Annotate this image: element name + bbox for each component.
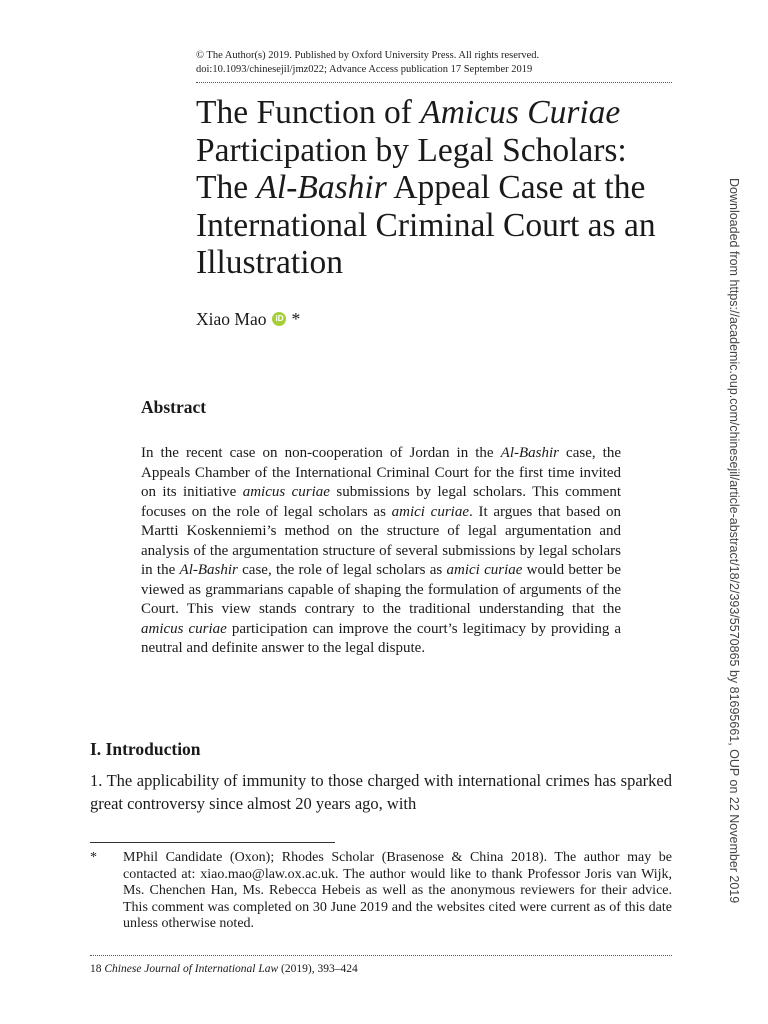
footnote-divider xyxy=(90,842,335,843)
header-divider xyxy=(196,82,672,83)
author-footnote-mark[interactable]: * xyxy=(291,309,301,329)
abstract-italic-term: amici curiae xyxy=(391,503,469,520)
title-italic-amicus-curiae: Amicus Curiae xyxy=(420,94,621,131)
author-line xyxy=(196,308,300,330)
journal-footer xyxy=(90,962,358,976)
footer-citation: (2019), 393–424 xyxy=(281,963,358,975)
title-text-1: The Function of xyxy=(196,94,421,131)
abstract-italic-term: Al-Bashir xyxy=(500,445,559,461)
abstract-text: . It argues that based on Martti Koskenniemi’s method on the structure of legal argumentation and analysis of the argumentation structure of several submissions by legal scholars in the xyxy=(141,503,621,578)
article-title xyxy=(196,94,686,282)
abstract-italic-term: amici curiae xyxy=(446,562,523,578)
publication-header xyxy=(196,49,672,77)
title-italic-al-bashir: Al-Bashir xyxy=(256,169,387,206)
abstract-italic-term: Al-Bashir xyxy=(179,562,238,578)
orcid-icon[interactable]: iD xyxy=(272,312,286,326)
abstract-italic-term: amicus curiae xyxy=(242,484,330,500)
footnote-text: MPhil Candidate (Oxon); Rhodes Scholar (Brasenose & China 2018). The author may be contacted at: xiao.mao@law.ox.ac.uk. The author would like to thank Professor Joris van Wijk, Ms. Chenchen Han, Ms. Rebecca Hebeis as well as the anonymous reviewers for their advice. This comment was completed on 30 June 2019 and the websites cited were current as of this date unless otherwise noted. xyxy=(123,850,672,932)
download-side-note: Downloaded from https://academic.oup.com/chinesejil/article-abstract/18/2/393/5570865 by 81695661, OUP on 22 November 2019 xyxy=(727,178,741,904)
journal-name: Chinese Journal of International Law xyxy=(104,963,282,975)
abstract-text: would better be viewed as grammarians capable of shaping the formulation of arguments of the Court. This view stands contrary to the traditional understanding that the xyxy=(141,562,621,617)
copyright-notice: © The Author(s) 2019. Published by Oxford University Press. All rights reserved. xyxy=(196,50,540,61)
author-name: Xiao Mao xyxy=(196,309,267,329)
doi-line: doi:10.1093/chinesejil/jmz022; Advance Access publication 17 September 2019 xyxy=(196,64,533,75)
footnote xyxy=(90,850,672,933)
abstract-body xyxy=(141,444,621,659)
footer-divider xyxy=(90,955,672,956)
footer-number: 18 xyxy=(90,963,105,975)
abstract-heading: Abstract xyxy=(141,397,207,417)
section-heading-introduction: I. Introduction xyxy=(90,739,201,759)
intro-paragraph: 1. The applicability of immunity to those charged with international crimes has sparked great controversy since almost 20 years ago, with xyxy=(90,771,672,813)
abstract-text: participation can improve the court’s legitimacy by providing a neutral and definite answer to the legal dispute. xyxy=(141,620,621,656)
abstract-text: In the recent case on non-cooperation of Jordan in the xyxy=(141,445,501,461)
abstract-text: case, the Appeals Chamber of the International Criminal Court for the first time invited on its initiative xyxy=(141,445,622,500)
title-text-2: Participation by Legal Scholars: The xyxy=(196,131,627,206)
abstract-italic-term: amicus curiae xyxy=(141,620,227,637)
abstract-text: submissions by legal scholars. This comment focuses on the role of legal scholars as xyxy=(141,484,622,520)
title-text-3: Appeal Case at the International Criminal Court as an Illustration xyxy=(196,169,656,281)
abstract-text: case, the role of legal scholars as xyxy=(237,562,447,578)
footnote-mark: * xyxy=(90,850,97,865)
